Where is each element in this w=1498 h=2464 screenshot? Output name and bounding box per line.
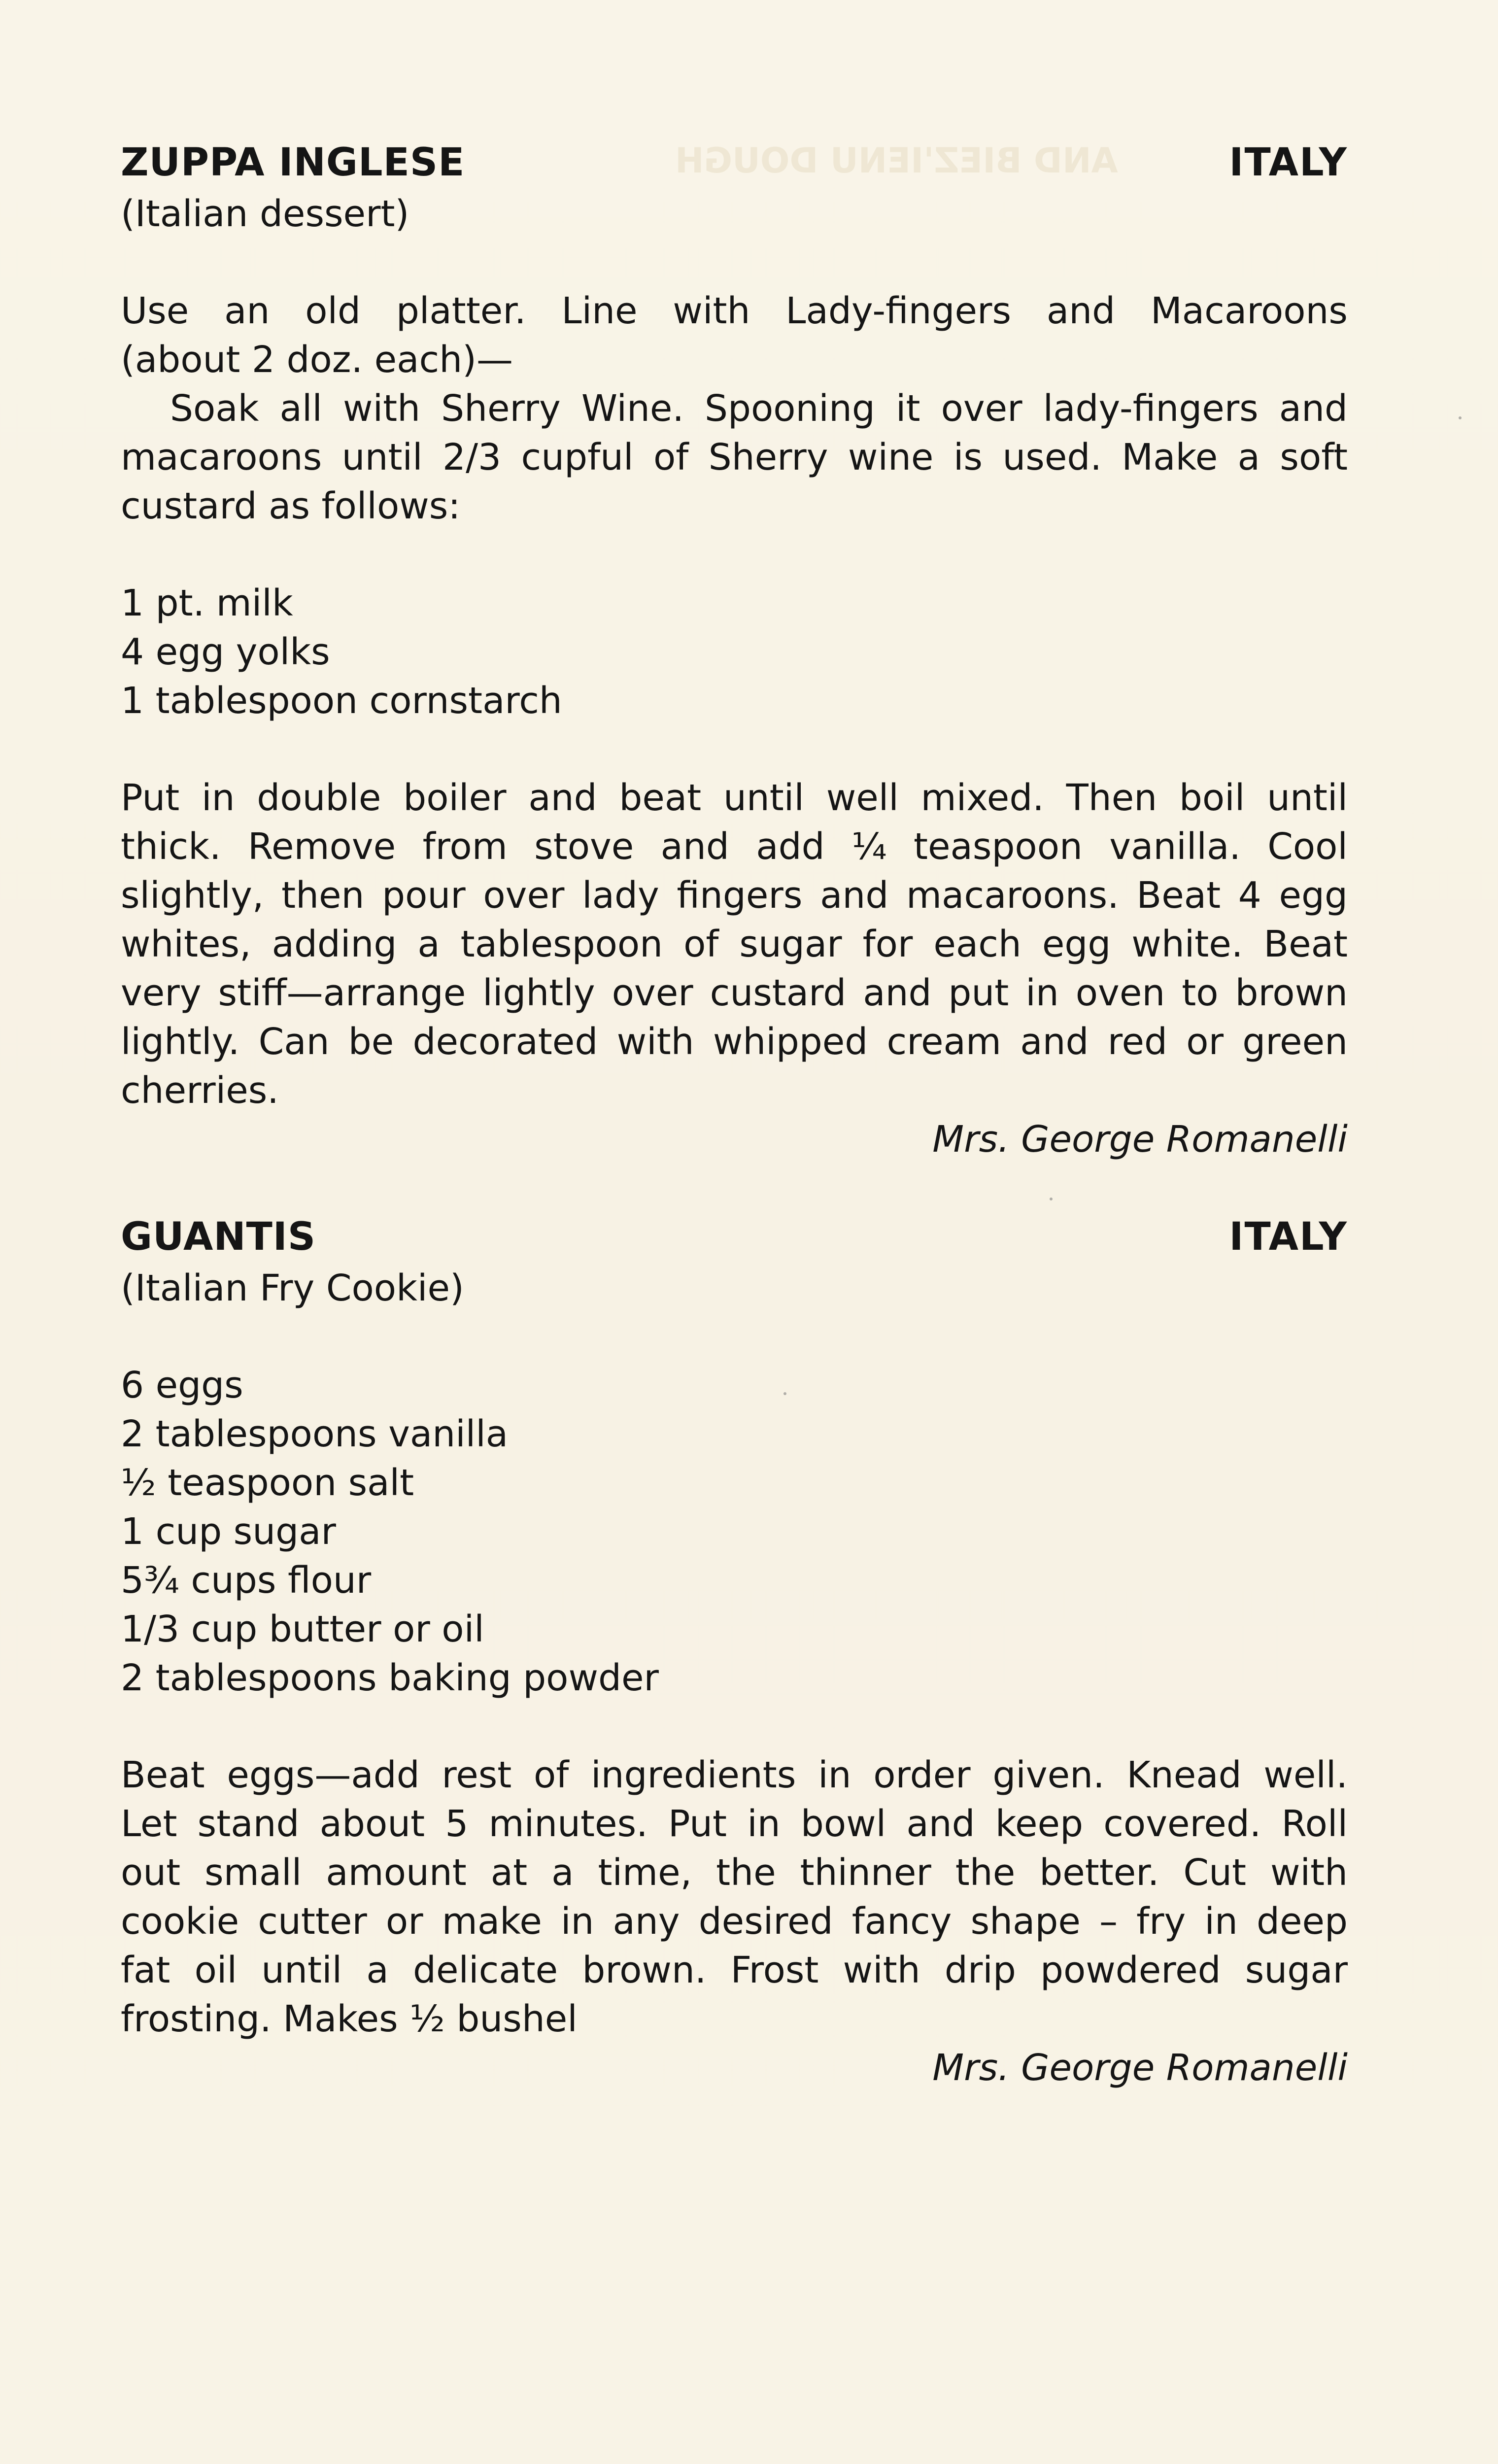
direction-line: frosting. Makes ½ bushel <box>121 1998 578 2040</box>
ingredient-item: 1/3 cup butter or oil <box>121 1608 484 1650</box>
direction-line: Let stand about 5 minutes. Put in bowl and keep covered. Roll <box>121 1803 1348 1845</box>
recipe-header <box>121 1215 1348 1264</box>
direction-line: out small amount at a time, the thinner the better. Cut with <box>121 1851 1348 1894</box>
recipe-title: GUANTIS <box>121 1215 316 1259</box>
intro-line: custard as follows: <box>121 485 461 527</box>
direction-line: fat oil until a delicate brown. Frost with drip powdered sugar <box>121 1949 1348 1991</box>
intro-line: Soak all with Sherry Wine. Spooning it over lady-fingers and <box>170 387 1348 430</box>
direction-line: slightly, then pour over lady fingers and macaroons. Beat 4 egg <box>121 874 1348 917</box>
recipe-subtitle: (Italian Fry Cookie) <box>121 1267 464 1309</box>
ingredient-item: ½ teaspoon salt <box>121 1462 414 1504</box>
intro-line: macaroons until 2/3 cupful of Sherry wine is used. Make a soft <box>121 436 1348 479</box>
recipe-country: ITALY <box>1229 140 1348 185</box>
ingredient-item: 2 tablespoons baking powder <box>121 1657 659 1699</box>
intro-line: Use an old platter. Line with Lady-fingers and Macaroons <box>121 290 1348 332</box>
recipe-title: ZUPPA INGLESE <box>121 140 465 185</box>
paper-speck <box>1050 1198 1053 1200</box>
recipe-zuppa-inglese <box>121 140 1348 1164</box>
ingredient-item: 1 cup sugar <box>121 1510 336 1553</box>
direction-line: lightly. Can be decorated with whipped cream and red or green <box>121 1021 1348 1063</box>
direction-line: whites, adding a tablespoon of sugar for each egg white. Beat <box>121 923 1348 965</box>
ingredient-item: 6 eggs <box>121 1364 243 1406</box>
ingredient-item: 1 pt. milk <box>121 582 293 624</box>
ingredient-item: 5¾ cups flour <box>121 1559 372 1602</box>
paper-speck <box>1459 416 1462 419</box>
ingredient-item: 1 tablespoon cornstarch <box>121 680 562 722</box>
bleed-through-text: AND BIEZ'IENU DOUGH <box>675 140 1118 181</box>
ingredient-item: 4 egg yolks <box>121 631 330 673</box>
direction-line: cherries. <box>121 1069 279 1112</box>
ingredient-item: 2 tablespoons vanilla <box>121 1413 509 1455</box>
direction-line: Put in double boiler and beat until well mixed. Then boil until <box>121 777 1348 819</box>
recipe-signature: Mrs. George Romanelli <box>932 1118 1348 1161</box>
recipe-country: ITALY <box>1229 1215 1348 1259</box>
recipe-guantis <box>121 1215 1348 2092</box>
direction-line: thick. Remove from stove and add ¼ teaspoon vanilla. Cool <box>121 825 1348 868</box>
recipe-signature: Mrs. George Romanelli <box>932 2047 1348 2089</box>
intro-line: (about 2 doz. each)— <box>121 339 513 381</box>
direction-line: very stiff—arrange lightly over custard and put in oven to brown <box>121 972 1348 1014</box>
recipe-subtitle: (Italian dessert) <box>121 193 409 235</box>
direction-line: Beat eggs—add rest of ingredients in order given. Knead well. <box>121 1754 1348 1796</box>
direction-line: cookie cutter or make in any desired fancy shape – fry in deep <box>121 1900 1348 1943</box>
recipe-header <box>121 140 1348 190</box>
